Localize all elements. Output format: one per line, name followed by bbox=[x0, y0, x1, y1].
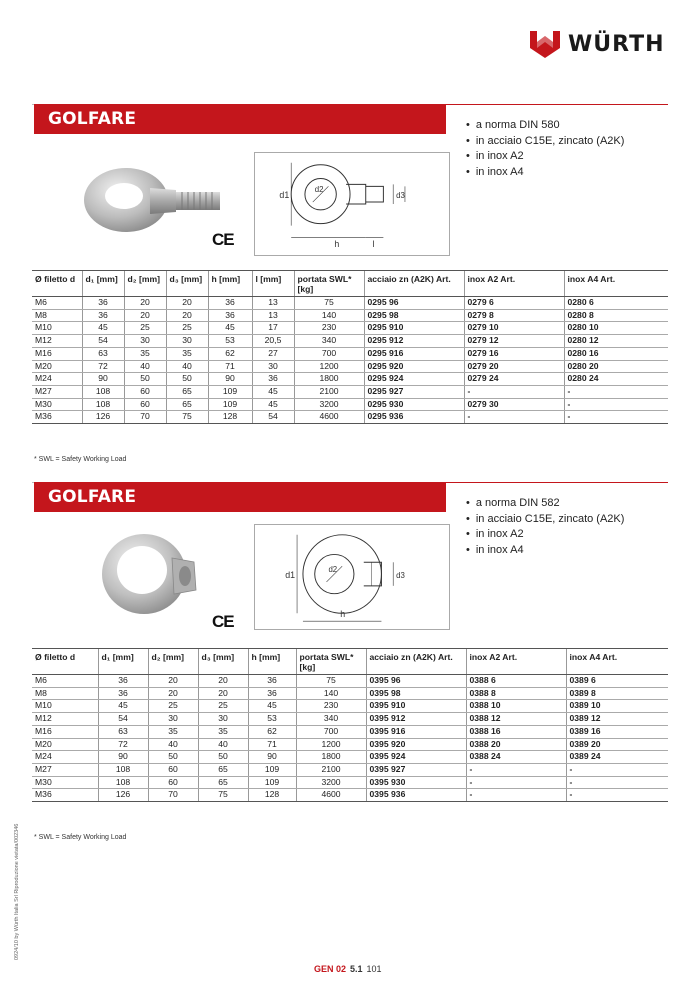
col-header: d₁ [mm] bbox=[82, 271, 124, 297]
dim-d1: d1 bbox=[279, 190, 290, 201]
table-cell: M8 bbox=[32, 687, 98, 700]
spec-item: • a norma DIN 580 bbox=[466, 118, 624, 134]
female-eyenut-photo bbox=[94, 528, 204, 624]
table-cell: - bbox=[464, 411, 564, 424]
table-row bbox=[32, 738, 668, 751]
table-cell: 0389 16 bbox=[566, 725, 668, 738]
table-cell: 0280 6 bbox=[564, 297, 668, 310]
table-cell: 126 bbox=[82, 411, 124, 424]
table-cell: 0389 6 bbox=[566, 675, 668, 688]
female-eyenut-drawing bbox=[254, 524, 450, 630]
col-header: Ø filetto d bbox=[32, 271, 82, 297]
table-cell: 65 bbox=[198, 763, 248, 776]
dim-d3: d3 bbox=[396, 191, 405, 201]
table-cell: 20,5 bbox=[252, 335, 294, 348]
table-cell: 40 bbox=[198, 738, 248, 751]
table-cell: 36 bbox=[98, 675, 148, 688]
table-cell: 75 bbox=[198, 789, 248, 802]
table-cell: M24 bbox=[32, 751, 98, 764]
table-cell: M10 bbox=[32, 700, 98, 713]
table-cell: 128 bbox=[208, 411, 252, 424]
col-header: h [mm] bbox=[248, 649, 296, 675]
table-row bbox=[32, 776, 668, 789]
table-row bbox=[32, 297, 668, 310]
table-cell: M8 bbox=[32, 309, 82, 322]
table-cell: 13 bbox=[252, 297, 294, 310]
table-cell: 75 bbox=[166, 411, 208, 424]
table-cell: 0295 916 bbox=[364, 347, 464, 360]
table-cell: 36 bbox=[82, 309, 124, 322]
table-cell: 0280 24 bbox=[564, 373, 668, 386]
table-cell: - bbox=[566, 776, 668, 789]
male-eyebolt-photo bbox=[78, 162, 238, 238]
spec-list bbox=[466, 118, 624, 180]
table-cell: 3200 bbox=[296, 776, 366, 789]
table-row bbox=[32, 700, 668, 713]
table-cell: 20 bbox=[124, 309, 166, 322]
table-cell: 0388 10 bbox=[466, 700, 566, 713]
table-cell: 35 bbox=[198, 725, 248, 738]
table-cell: 62 bbox=[248, 725, 296, 738]
table-cell: 1200 bbox=[294, 360, 364, 373]
table-cell: 0279 30 bbox=[464, 398, 564, 411]
table-cell: 50 bbox=[124, 373, 166, 386]
table-cell: M12 bbox=[32, 713, 98, 726]
table-cell: 60 bbox=[124, 398, 166, 411]
table-cell: 0279 8 bbox=[464, 309, 564, 322]
table-cell: 53 bbox=[208, 335, 252, 348]
table-cell: 53 bbox=[248, 713, 296, 726]
table-cell: 20 bbox=[148, 687, 198, 700]
table-cell: 340 bbox=[296, 713, 366, 726]
table-cell: 0295 936 bbox=[364, 411, 464, 424]
table-row bbox=[32, 789, 668, 802]
table-cell: 17 bbox=[252, 322, 294, 335]
table-cell: 45 bbox=[248, 700, 296, 713]
table-cell: 0280 10 bbox=[564, 322, 668, 335]
table-cell: 70 bbox=[124, 411, 166, 424]
table-cell: 0388 12 bbox=[466, 713, 566, 726]
table-cell: 30 bbox=[166, 335, 208, 348]
table-cell: 90 bbox=[248, 751, 296, 764]
table-cell: 54 bbox=[252, 411, 294, 424]
spec-list bbox=[466, 496, 624, 558]
table-cell: 340 bbox=[294, 335, 364, 348]
table-cell: M10 bbox=[32, 322, 82, 335]
spec-item: • in inox A2 bbox=[466, 149, 624, 165]
col-header: acciaio zn (A2K) Art. bbox=[366, 649, 466, 675]
section-title: GOLFARE FEMMINA bbox=[34, 482, 224, 512]
table-cell: M20 bbox=[32, 360, 82, 373]
table-cell: 0395 936 bbox=[366, 789, 466, 802]
table-cell: 90 bbox=[98, 751, 148, 764]
table-cell: 63 bbox=[82, 347, 124, 360]
table-cell: 0280 8 bbox=[564, 309, 668, 322]
col-header: d₂ [mm] bbox=[148, 649, 198, 675]
table-cell: 72 bbox=[98, 738, 148, 751]
table-cell: M30 bbox=[32, 776, 98, 789]
copyright-text: 0924/10 by Würth Italia Srl Riproduzione vietata/002346 bbox=[14, 823, 20, 960]
table-cell: M27 bbox=[32, 763, 98, 776]
table-cell: 25 bbox=[166, 322, 208, 335]
dim-l: l bbox=[372, 239, 375, 250]
table-cell: 0389 10 bbox=[566, 700, 668, 713]
col-header: d₁ [mm] bbox=[98, 649, 148, 675]
table-cell: 65 bbox=[166, 398, 208, 411]
table-cell: 0280 20 bbox=[564, 360, 668, 373]
wurth-logo-icon bbox=[528, 28, 562, 60]
table-cell: 0389 20 bbox=[566, 738, 668, 751]
table-cell: 0295 910 bbox=[364, 322, 464, 335]
table-cell: M20 bbox=[32, 738, 98, 751]
table-cell: M16 bbox=[32, 725, 98, 738]
table-cell: 36 bbox=[252, 373, 294, 386]
table-cell: 36 bbox=[248, 675, 296, 688]
table-cell: 20 bbox=[148, 675, 198, 688]
table-cell: 65 bbox=[166, 385, 208, 398]
table-cell: 126 bbox=[98, 789, 148, 802]
table-cell: 35 bbox=[166, 347, 208, 360]
table-cell: 2100 bbox=[294, 385, 364, 398]
dim-d2: d2 bbox=[314, 185, 324, 195]
col-header: d₂ [mm] bbox=[124, 271, 166, 297]
dim-h: h bbox=[334, 239, 340, 250]
table-cell: 0388 16 bbox=[466, 725, 566, 738]
table-cell: - bbox=[564, 385, 668, 398]
ce-mark: CE bbox=[212, 612, 234, 631]
table-cell: 25 bbox=[148, 700, 198, 713]
table-cell: 0295 924 bbox=[364, 373, 464, 386]
table-cell: 109 bbox=[208, 398, 252, 411]
table-cell: 20 bbox=[166, 309, 208, 322]
table-cell: 45 bbox=[98, 700, 148, 713]
title-band bbox=[224, 482, 446, 512]
table-cell: 20 bbox=[124, 297, 166, 310]
col-header: inox A4 Art. bbox=[566, 649, 668, 675]
table-cell: M36 bbox=[32, 789, 98, 802]
table-cell: 230 bbox=[296, 700, 366, 713]
table-cell: 71 bbox=[208, 360, 252, 373]
table-cell: 35 bbox=[148, 725, 198, 738]
col-header: d₃ [mm] bbox=[198, 649, 248, 675]
col-header: portata SWL* [kg] bbox=[294, 271, 364, 297]
table-cell: M30 bbox=[32, 398, 82, 411]
col-header: d₃ [mm] bbox=[166, 271, 208, 297]
table-cell: 108 bbox=[98, 763, 148, 776]
table-cell: 65 bbox=[198, 776, 248, 789]
table-cell: 4600 bbox=[296, 789, 366, 802]
table-row bbox=[32, 713, 668, 726]
male-eyebolt-drawing bbox=[254, 152, 450, 256]
spec-item: • in inox A2 bbox=[466, 527, 624, 543]
table-cell: 700 bbox=[296, 725, 366, 738]
col-header: acciaio zn (A2K) Art. bbox=[364, 271, 464, 297]
table-cell: 109 bbox=[248, 763, 296, 776]
table-cell: 36 bbox=[208, 297, 252, 310]
table-cell: 0395 920 bbox=[366, 738, 466, 751]
table-cell: 3200 bbox=[294, 398, 364, 411]
table-cell: - bbox=[564, 411, 668, 424]
table-cell: 30 bbox=[148, 713, 198, 726]
spec-item: • in inox A4 bbox=[466, 165, 624, 181]
table-cell: 0395 930 bbox=[366, 776, 466, 789]
table-cell: - bbox=[464, 385, 564, 398]
ce-mark: CE bbox=[212, 230, 234, 249]
wurth-logo bbox=[528, 26, 668, 62]
table-cell: 45 bbox=[252, 385, 294, 398]
spec-item: • a norma DIN 582 bbox=[466, 496, 624, 512]
dim-d1: d1 bbox=[285, 569, 296, 580]
table-cell: 108 bbox=[82, 398, 124, 411]
table-cell: 27 bbox=[252, 347, 294, 360]
brand-name: WÜRTH bbox=[568, 31, 665, 57]
table-cell: 54 bbox=[82, 335, 124, 348]
table-cell: 45 bbox=[252, 398, 294, 411]
table-cell: 0388 8 bbox=[466, 687, 566, 700]
table-cell: 36 bbox=[82, 297, 124, 310]
table-cell: 0295 920 bbox=[364, 360, 464, 373]
table-row bbox=[32, 322, 668, 335]
table-cell: M12 bbox=[32, 335, 82, 348]
table-cell: 30 bbox=[198, 713, 248, 726]
table-cell: 0295 930 bbox=[364, 398, 464, 411]
table-cell: 1800 bbox=[294, 373, 364, 386]
table-cell: 40 bbox=[148, 738, 198, 751]
table-cell: 0388 6 bbox=[466, 675, 566, 688]
table-cell: 109 bbox=[208, 385, 252, 398]
table-cell: M24 bbox=[32, 373, 82, 386]
table-cell: 30 bbox=[252, 360, 294, 373]
page-footer bbox=[314, 964, 382, 974]
table-cell: 35 bbox=[124, 347, 166, 360]
table-cell: M6 bbox=[32, 675, 98, 688]
table-row bbox=[32, 763, 668, 776]
spec-item: • in acciaio C15E, zincato (A2K) bbox=[466, 134, 624, 150]
table-cell: 20 bbox=[198, 687, 248, 700]
table-row bbox=[32, 373, 668, 386]
table-cell: 75 bbox=[296, 675, 366, 688]
table-cell: - bbox=[466, 776, 566, 789]
col-header: Ø filetto d bbox=[32, 649, 98, 675]
spec-item: • in acciaio C15E, zincato (A2K) bbox=[466, 512, 624, 528]
table-cell: 4600 bbox=[294, 411, 364, 424]
table-cell: 0280 16 bbox=[564, 347, 668, 360]
table-cell: 13 bbox=[252, 309, 294, 322]
col-header: l [mm] bbox=[252, 271, 294, 297]
col-header: inox A4 Art. bbox=[564, 271, 668, 297]
table-cell: 0395 916 bbox=[366, 725, 466, 738]
col-header: portata SWL* [kg] bbox=[296, 649, 366, 675]
table-cell: 50 bbox=[166, 373, 208, 386]
table-cell: 0395 912 bbox=[366, 713, 466, 726]
table-cell: 60 bbox=[148, 763, 198, 776]
table-cell: 50 bbox=[148, 751, 198, 764]
table-cell: - bbox=[466, 763, 566, 776]
table-cell: - bbox=[566, 789, 668, 802]
table-cell: 0395 910 bbox=[366, 700, 466, 713]
table-row bbox=[32, 675, 668, 688]
table-cell: 128 bbox=[248, 789, 296, 802]
table-cell: 25 bbox=[124, 322, 166, 335]
table-cell: - bbox=[566, 763, 668, 776]
table-cell: 0395 927 bbox=[366, 763, 466, 776]
table-cell: 70 bbox=[148, 789, 198, 802]
table-header-row bbox=[32, 271, 668, 297]
table-cell: 230 bbox=[294, 322, 364, 335]
table-cell: 0389 24 bbox=[566, 751, 668, 764]
footnote: * SWL = Safety Working Load bbox=[34, 834, 127, 841]
table-cell: M16 bbox=[32, 347, 82, 360]
copyright-side-text bbox=[14, 780, 24, 960]
table-cell: 45 bbox=[208, 322, 252, 335]
table-cell: 62 bbox=[208, 347, 252, 360]
table-row bbox=[32, 309, 668, 322]
table-cell: 20 bbox=[166, 297, 208, 310]
table-cell: 0295 912 bbox=[364, 335, 464, 348]
table-row bbox=[32, 360, 668, 373]
table-row bbox=[32, 385, 668, 398]
table-cell: 0280 12 bbox=[564, 335, 668, 348]
page-number: 101 bbox=[366, 964, 382, 974]
footer-section: GEN 02 bbox=[314, 964, 347, 974]
table-cell: M27 bbox=[32, 385, 82, 398]
table-row bbox=[32, 725, 668, 738]
table-row bbox=[32, 347, 668, 360]
spec-item: • in inox A4 bbox=[466, 543, 624, 559]
table-cell: 36 bbox=[248, 687, 296, 700]
table-cell: 36 bbox=[208, 309, 252, 322]
table-cell: 1800 bbox=[296, 751, 366, 764]
table-cell: 0295 96 bbox=[364, 297, 464, 310]
table-cell: 0388 24 bbox=[466, 751, 566, 764]
table-cell: 25 bbox=[198, 700, 248, 713]
table-cell: 0395 98 bbox=[366, 687, 466, 700]
table-cell: 90 bbox=[82, 373, 124, 386]
table-cell: 54 bbox=[98, 713, 148, 726]
table-cell: 140 bbox=[296, 687, 366, 700]
table-cell: - bbox=[564, 398, 668, 411]
table-row bbox=[32, 751, 668, 764]
table-cell: 2100 bbox=[296, 763, 366, 776]
table-cell: 0395 924 bbox=[366, 751, 466, 764]
spec-table bbox=[32, 648, 668, 802]
table-cell: 140 bbox=[294, 309, 364, 322]
table-row bbox=[32, 411, 668, 424]
table-cell: 36 bbox=[98, 687, 148, 700]
table-cell: 700 bbox=[294, 347, 364, 360]
table-cell: 60 bbox=[148, 776, 198, 789]
dim-d3: d3 bbox=[396, 570, 405, 580]
table-cell: 0279 16 bbox=[464, 347, 564, 360]
table-cell: 71 bbox=[248, 738, 296, 751]
table-cell: 0389 12 bbox=[566, 713, 668, 726]
table-cell: 90 bbox=[208, 373, 252, 386]
table-row bbox=[32, 335, 668, 348]
table-cell: 30 bbox=[124, 335, 166, 348]
footnote: * SWL = Safety Working Load bbox=[34, 456, 127, 463]
accent-line bbox=[446, 104, 668, 105]
spec-table bbox=[32, 270, 668, 424]
title-band bbox=[224, 104, 446, 134]
table-cell: 0279 20 bbox=[464, 360, 564, 373]
table-cell: - bbox=[466, 789, 566, 802]
section-title: GOLFARE MASCHIO bbox=[34, 104, 224, 134]
accent-line bbox=[446, 482, 668, 483]
table-cell: 0295 927 bbox=[364, 385, 464, 398]
dim-d2: d2 bbox=[328, 565, 338, 575]
dim-h: h bbox=[340, 609, 346, 620]
table-row bbox=[32, 687, 668, 700]
table-cell: 60 bbox=[124, 385, 166, 398]
table-cell: 75 bbox=[294, 297, 364, 310]
table-cell: 108 bbox=[82, 385, 124, 398]
table-cell: 0388 20 bbox=[466, 738, 566, 751]
table-cell: 20 bbox=[198, 675, 248, 688]
table-cell: 0295 98 bbox=[364, 309, 464, 322]
table-cell: 40 bbox=[124, 360, 166, 373]
table-cell: 0389 8 bbox=[566, 687, 668, 700]
table-cell: 109 bbox=[248, 776, 296, 789]
table-cell: 1200 bbox=[296, 738, 366, 751]
table-cell: 0279 24 bbox=[464, 373, 564, 386]
table-cell: 63 bbox=[98, 725, 148, 738]
table-cell: 0395 96 bbox=[366, 675, 466, 688]
table-header-row bbox=[32, 649, 668, 675]
col-header: h [mm] bbox=[208, 271, 252, 297]
table-cell: 45 bbox=[82, 322, 124, 335]
table-cell: 0279 6 bbox=[464, 297, 564, 310]
col-header: inox A2 Art. bbox=[464, 271, 564, 297]
table-cell: M6 bbox=[32, 297, 82, 310]
table-cell: 0279 12 bbox=[464, 335, 564, 348]
footer-subsection: 5.1 bbox=[350, 964, 363, 974]
table-cell: 72 bbox=[82, 360, 124, 373]
table-cell: 108 bbox=[98, 776, 148, 789]
table-cell: 50 bbox=[198, 751, 248, 764]
table-cell: 40 bbox=[166, 360, 208, 373]
table-cell: M36 bbox=[32, 411, 82, 424]
table-row bbox=[32, 398, 668, 411]
col-header: inox A2 Art. bbox=[466, 649, 566, 675]
table-cell: 0279 10 bbox=[464, 322, 564, 335]
